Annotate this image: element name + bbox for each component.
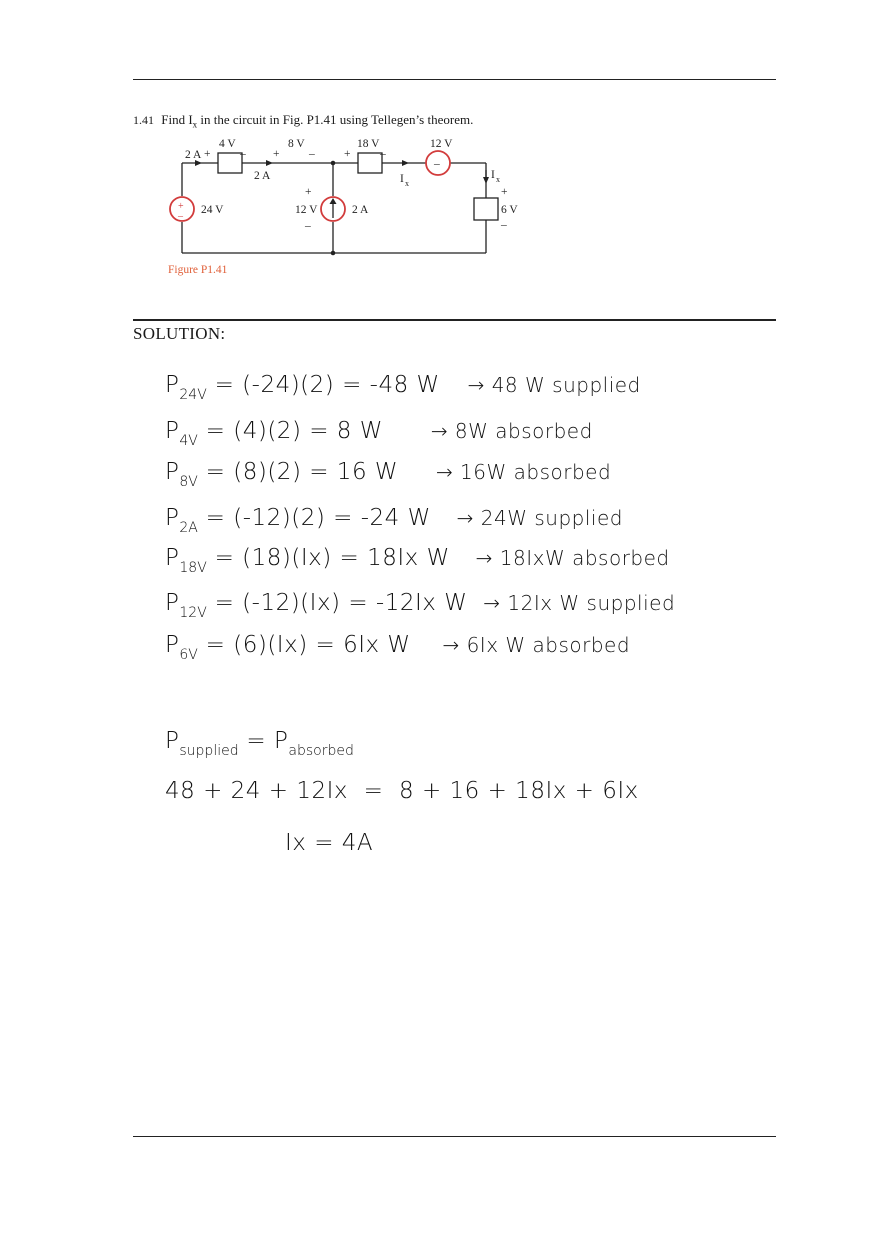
label-2a-mid: 2 A: [254, 170, 271, 182]
minus-18v: –: [380, 148, 386, 160]
power-line-8v: $P_{8V} = (8)(2) = 16$ W → 16W absorbed: [165, 459, 612, 490]
problem-text-after: in the circuit in Fig. P1.41 using Tellegen’s theorem.: [197, 112, 474, 127]
element-4v: [218, 153, 242, 173]
label-2a-left: 2 A: [185, 149, 202, 161]
plus-6v: +: [501, 186, 508, 198]
problem-text-before: Find I: [161, 112, 193, 127]
plus-24v: +: [178, 201, 184, 212]
label-4v: 4 V: [219, 138, 236, 150]
solution-heading: SOLUTION:: [133, 324, 226, 343]
plus-8v: +: [273, 148, 280, 160]
power-equation: 48 + 24 + 12Ix = 8 + 16 + 18Ix + 6Ix: [165, 778, 639, 804]
problem-statement: [133, 112, 473, 130]
label-ix-right: I: [491, 169, 495, 181]
power-line-2a: $P_{2A} = (-12)(2) = -24$ W → 24W supplied: [165, 505, 623, 536]
plus-12v-mid: +: [305, 186, 312, 198]
minus-6v: –: [501, 219, 507, 231]
minus-12v-mid: –: [305, 220, 311, 232]
minus-8v: –: [309, 148, 315, 160]
minus-12v-top: –: [434, 158, 440, 170]
result-24v: → 48 W supplied: [467, 373, 641, 397]
minus-24v: –: [178, 211, 183, 222]
label-12v-mid: 12 V: [295, 204, 318, 216]
result-2a: → 24W supplied: [456, 506, 623, 530]
bottom-rule: [133, 1136, 776, 1137]
power-line-4v: $P_{4V} = (4)(2) = 8$ W → 8W absorbed: [165, 418, 593, 449]
circuit-diagram: [160, 132, 530, 262]
power-line-12v: $P_{12V} = (-12)(Ix) = -12Ix$ W → 12Ix W supplied: [165, 590, 676, 621]
power-line-18v: $P_{18V} = (18)(Ix) = 18Ix$ W → 18IxW absorbed: [165, 545, 670, 576]
element-18v: [358, 153, 382, 173]
figure-label: Figure P1.41: [168, 264, 228, 276]
top-rule: [133, 79, 776, 80]
problem-subscript: x: [192, 119, 198, 130]
power-balance: $P_{supplied} = P_{absorbed}$: [165, 728, 354, 759]
label-2a-src: 2 A: [352, 204, 369, 216]
minus-4v: –: [240, 148, 246, 160]
label-6v: 6 V: [501, 204, 518, 216]
junction-bottom: [331, 251, 336, 256]
label-ix-mid-sub: x: [405, 179, 409, 188]
answer: Ix = 4A: [285, 830, 374, 856]
result-4v: → 8W absorbed: [430, 419, 593, 443]
label-8v: 8 V: [288, 138, 305, 150]
label-ix-mid: I: [400, 173, 404, 185]
result-8v: → 16W absorbed: [435, 460, 612, 484]
label-12v-top: 12 V: [430, 138, 453, 150]
solution-rule: [133, 319, 776, 321]
arrow-ix-right: [483, 177, 489, 184]
label-24v: 24 V: [201, 204, 224, 216]
plus-18v: +: [344, 148, 351, 160]
problem-number: 1.41: [133, 113, 154, 127]
label-18v: 18 V: [357, 138, 380, 150]
arrow-2a-mid: [266, 160, 273, 166]
result-6v: → 6Ix W absorbed: [442, 633, 631, 657]
result-12v: → 12Ix W supplied: [483, 591, 676, 615]
label-ix-right-sub: x: [496, 175, 500, 184]
element-6v: [474, 198, 498, 220]
power-line-24v: $P_{24V} = (-24)(2) = -48$ W → 48 W supplied: [165, 372, 641, 403]
result-18v: → 18IxW absorbed: [475, 546, 670, 570]
arrow-ix-mid: [402, 160, 409, 166]
plus-2a-left: +: [204, 148, 211, 160]
power-line-6v: $P_{6V} = (6)(Ix) = 6Ix$ W → 6Ix W absorbed: [165, 632, 631, 663]
junction-top: [331, 161, 336, 166]
